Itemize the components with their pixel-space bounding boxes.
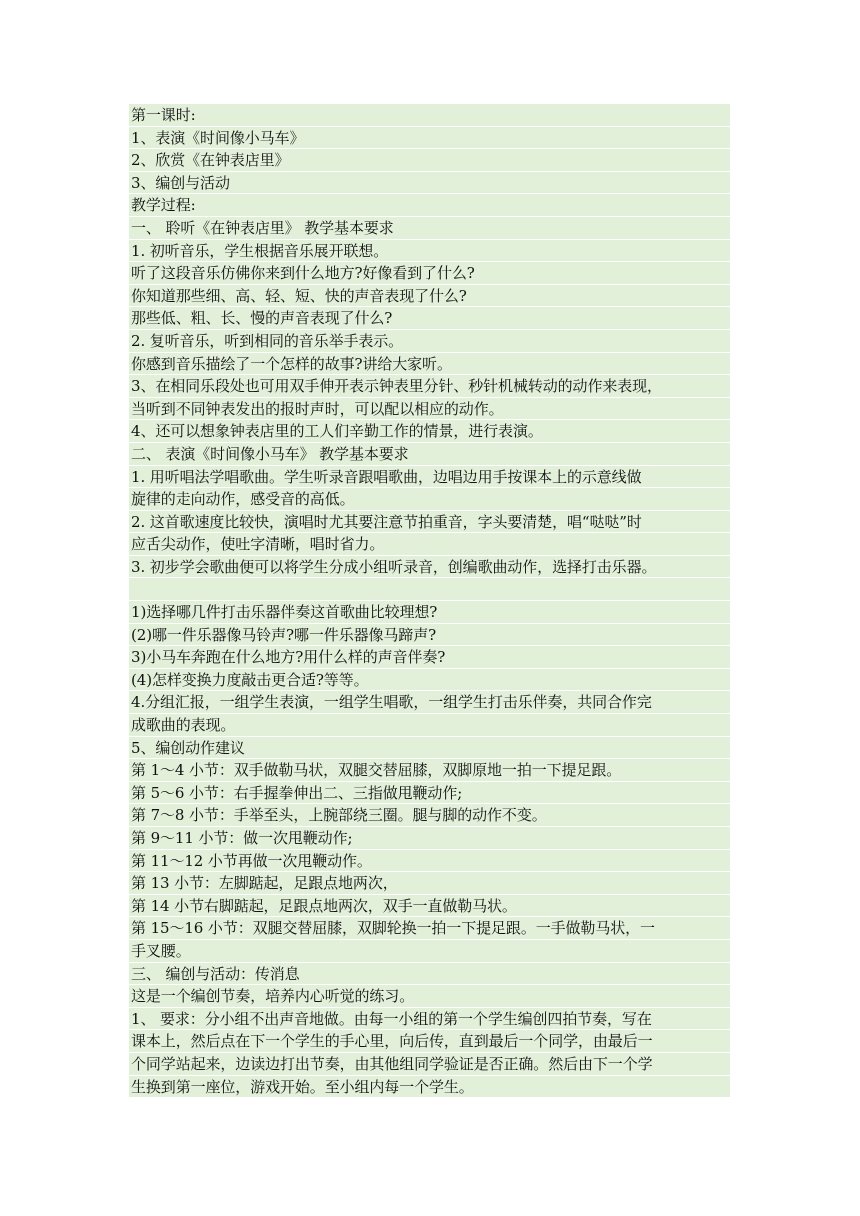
text-line: 1、 要求：分小组不出声音地做。由每一小组的第一个学生编创四拍节奏，写在 — [129, 1008, 730, 1031]
text-line: 手叉腰。 — [129, 940, 730, 963]
text-line: 这是一个编创节奏，培养内心听觉的练习。 — [129, 985, 730, 1008]
text-line: 3. 初步学会歌曲便可以将学生分成小组听录音，创编歌曲动作，选择打击乐器。 — [129, 556, 730, 579]
text-line: 课本上，然后点在下一个学生的手心里，向后传，直到最后一个同学，由最后一 — [129, 1030, 730, 1053]
text-line: 生换到第一座位，游戏开始。至小组内每一个学生。 — [129, 1076, 730, 1099]
text-line: 个同学站起来，边读边打出节奏，由其他组同学验证是否正确。然后由下一个学 — [129, 1053, 730, 1076]
text-line: 第 11～12 小节再做一次甩鞭动作。 — [129, 850, 730, 873]
text-line — [129, 578, 730, 601]
text-line: 第 5～6 小节：右手握拳伸出二、三指做甩鞭动作; — [129, 782, 730, 805]
text-line: 4.分组汇报，一组学生表演，一组学生唱歌，一组学生打击乐伴奏，共同合作完 — [129, 691, 730, 714]
text-line: 5、编创动作建议 — [129, 737, 730, 760]
text-line: 1、表演《时间像小马车》 — [129, 127, 730, 150]
text-line: 旋律的走向动作，感受音的高低。 — [129, 488, 730, 511]
text-line: 听了这段音乐仿佛你来到什么地方?好像看到了什么? — [129, 262, 730, 285]
text-line: 1. 初听音乐，学生根据音乐展开联想。 — [129, 240, 730, 263]
text-line: 你知道那些细、高、轻、短、快的声音表现了什么? — [129, 285, 730, 308]
text-line: 第 7～8 小节：手举至头，上腕部绕三圈。腿与脚的动作不变。 — [129, 804, 730, 827]
text-line: 1. 用听唱法学唱歌曲。学生听录音跟唱歌曲，边唱边用手按课本上的示意线做 — [129, 466, 730, 489]
text-line: 你感到音乐描绘了一个怎样的故事?讲给大家听。 — [129, 353, 730, 376]
text-line: 2、欣赏《在钟表店里》 — [129, 149, 730, 172]
text-line: 第 15～16 小节：双腿交替屈膝，双脚轮换一拍一下提足跟。一手做勒马状，一 — [129, 917, 730, 940]
text-line: 一、 聆听《在钟表店里》 教学基本要求 — [129, 217, 730, 240]
text-line: 三、 编创与活动：传消息 — [129, 963, 730, 986]
text-line: 应舌尖动作，使吐字清晰，唱时省力。 — [129, 533, 730, 556]
text-line: 第 13 小节：左脚踮起，足跟点地两次， — [129, 872, 730, 895]
text-line: (4)怎样变换力度敲击更合适?等等。 — [129, 669, 730, 692]
text-line: 二、 表演《时间像小马车》 教学基本要求 — [129, 443, 730, 466]
text-line: 第 9～11 小节：做一次甩鞭动作; — [129, 827, 730, 850]
text-line: 3、在相同乐段处也可用双手伸开表示钟表里分针、秒针机械转动的动作来表现， — [129, 375, 730, 398]
text-line: 3、编创与活动 — [129, 172, 730, 195]
text-line: 第一课时: — [129, 104, 730, 127]
text-line: 那些低、粗、长、慢的声音表现了什么? — [129, 307, 730, 330]
text-line: 4、还可以想象钟表店里的工人们辛勤工作的情景，进行表演。 — [129, 420, 730, 443]
text-line: (2)哪一件乐器像马铃声?哪一件乐器像马蹄声? — [129, 624, 730, 647]
text-line: 1)选择哪几件打击乐器伴奏这首歌曲比较理想? — [129, 601, 730, 624]
document-body — [129, 104, 730, 1098]
text-line: 第 1～4 小节：双手做勒马状，双腿交替屈膝，双脚原地一拍一下提足跟。 — [129, 759, 730, 782]
text-line: 2. 这首歌速度比较快，演唱时尤其要注意节拍重音，字头要清楚，唱“哒哒”时 — [129, 511, 730, 534]
text-line: 2. 复听音乐，听到相同的音乐举手表示。 — [129, 330, 730, 353]
text-line: 当听到不同钟表发出的报时声时，可以配以相应的动作。 — [129, 398, 730, 421]
text-line: 教学过程: — [129, 194, 730, 217]
text-line: 第 14 小节右脚踮起，足跟点地两次，双手一直做勒马状。 — [129, 895, 730, 918]
text-line: 成歌曲的表现。 — [129, 714, 730, 737]
text-line: 3)小马车奔跑在什么地方?用什么样的声音伴奏? — [129, 646, 730, 669]
